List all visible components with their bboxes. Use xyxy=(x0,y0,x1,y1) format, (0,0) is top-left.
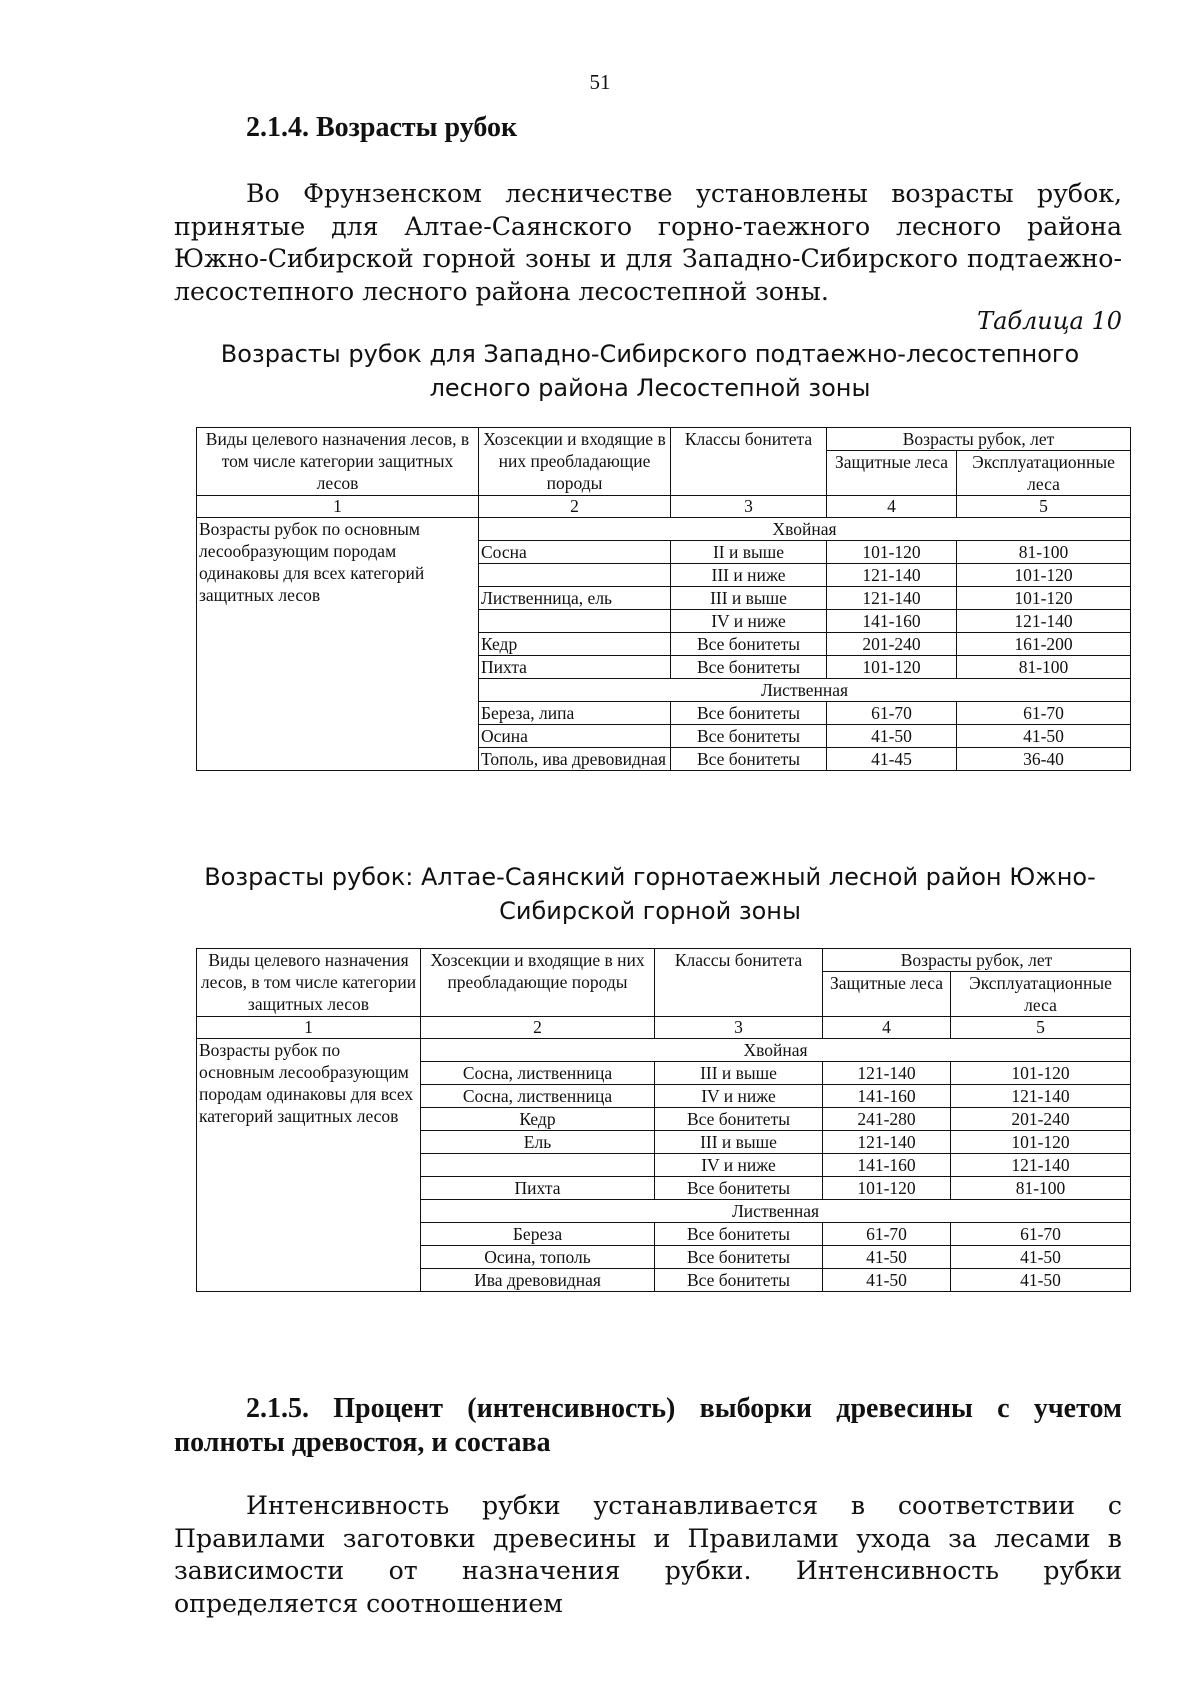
table1-header-protective: Защитные леса xyxy=(827,451,957,496)
species-cell xyxy=(479,610,671,633)
species-cell: Осина, тополь xyxy=(421,1246,655,1269)
table2-column-number: 5 xyxy=(951,1017,1131,1039)
species-cell: Ель xyxy=(421,1131,655,1154)
protective-age-cell: 121-140 xyxy=(823,1062,951,1085)
exploitation-age-cell: 41-50 xyxy=(951,1246,1131,1269)
exploitation-age-cell: 81-100 xyxy=(957,656,1131,679)
class-cell: IV и ниже xyxy=(671,610,827,633)
protective-age-cell: 41-50 xyxy=(823,1269,951,1292)
species-cell: Кедр xyxy=(421,1108,655,1131)
table1-group-conifer: Хвойная xyxy=(479,518,1131,541)
table1-column-number: 3 xyxy=(671,496,827,518)
exploitation-age-cell: 41-50 xyxy=(957,725,1131,748)
table1-header-class: Классы бонитета xyxy=(671,428,827,496)
table1-body xyxy=(197,518,1131,771)
table1-column-number: 5 xyxy=(957,496,1131,518)
table1-header-exploitation: Эксплуатационные леса xyxy=(957,451,1131,496)
table1-header-ages: Возрасты рубок, лет xyxy=(827,428,1131,451)
species-cell xyxy=(479,564,671,587)
exploitation-age-cell: 121-140 xyxy=(957,610,1131,633)
table2-column-number: 4 xyxy=(823,1017,951,1039)
species-cell: Кедр xyxy=(479,633,671,656)
protective-age-cell: 121-140 xyxy=(823,1131,951,1154)
table1-title: Возрасты рубок для Западно-Сибирского подтаежно-лесостепного лесного района Лесостепной зоны xyxy=(220,340,1080,402)
class-cell: IV и ниже xyxy=(655,1154,823,1177)
protective-age-cell: 41-50 xyxy=(827,725,957,748)
protective-age-cell: 141-160 xyxy=(823,1085,951,1108)
protective-age-cell: 141-160 xyxy=(827,610,957,633)
species-cell: Береза, липа xyxy=(479,702,671,725)
species-cell: Сосна, лиственница xyxy=(421,1085,655,1108)
table1-column-number: 1 xyxy=(197,496,479,518)
protective-age-cell: 121-140 xyxy=(827,564,957,587)
table2-column-number: 3 xyxy=(655,1017,823,1039)
table2-body xyxy=(197,1039,1131,1292)
exploitation-age-cell: 101-120 xyxy=(957,564,1131,587)
table1-column-numbers xyxy=(197,496,1131,518)
exploitation-age-cell: 101-120 xyxy=(951,1062,1131,1085)
species-cell: Ива древовидная xyxy=(421,1269,655,1292)
section-paragraph: Во Фрунзенском лесничестве установлены возрасты рубок, принятые для Алтае-Саянского горно-таежного лесного района Южно-Сибирской горной зоны и для Западно-Сибирского подтаежно-лесостепного лесного района лесостепной зоны. xyxy=(174,179,1122,306)
species-cell: Пихта xyxy=(421,1177,655,1200)
table1-column-number: 4 xyxy=(827,496,957,518)
page-number: 51 xyxy=(589,70,611,94)
protective-age-cell: 201-240 xyxy=(827,633,957,656)
species-cell: Тополь, ива древовидная xyxy=(479,748,671,771)
class-cell: Все бонитеты xyxy=(655,1177,823,1200)
species-cell: Сосна xyxy=(479,541,671,564)
section2-heading: 2.1.5. Процент (интенсивность) выборки древесины с учетом полноты древостоя, и состава xyxy=(174,1393,1122,1458)
exploitation-age-cell: 81-100 xyxy=(951,1177,1131,1200)
class-cell: Все бонитеты xyxy=(671,702,827,725)
table1-header xyxy=(197,428,1131,518)
class-cell: Все бонитеты xyxy=(671,656,827,679)
table2-column-numbers xyxy=(197,1017,1131,1039)
table2-header-protective: Защитные леса xyxy=(823,972,951,1017)
table2-header-ages: Возрасты рубок, лет xyxy=(823,949,1131,972)
class-cell: Все бонитеты xyxy=(655,1269,823,1292)
table2-header-class: Классы бонитета xyxy=(655,949,823,1017)
table2-column-number: 1 xyxy=(197,1017,421,1039)
class-cell: Все бонитеты xyxy=(671,748,827,771)
species-cell xyxy=(421,1154,655,1177)
protective-age-cell: 41-50 xyxy=(823,1246,951,1269)
exploitation-age-cell: 41-50 xyxy=(951,1269,1131,1292)
class-cell: IV и ниже xyxy=(655,1085,823,1108)
table2-header-purpose: Виды целевого назначения лесов, в том числе категории защитных лесов xyxy=(197,949,421,1017)
table2-group-conifer: Хвойная xyxy=(421,1039,1131,1062)
protective-age-cell: 121-140 xyxy=(827,587,957,610)
protective-age-cell: 101-120 xyxy=(823,1177,951,1200)
table1-header-purpose: Виды целевого назначения лесов, в том числе категории защитных лесов xyxy=(197,428,479,496)
exploitation-age-cell: 36-40 xyxy=(957,748,1131,771)
species-cell: Береза xyxy=(421,1223,655,1246)
protective-age-cell: 61-70 xyxy=(823,1223,951,1246)
exploitation-age-cell: 121-140 xyxy=(951,1154,1131,1177)
class-cell: Все бонитеты xyxy=(655,1223,823,1246)
species-cell: Лиственница, ель xyxy=(479,587,671,610)
protective-age-cell: 241-280 xyxy=(823,1108,951,1131)
table-caption: Таблица 10 xyxy=(977,307,1122,335)
exploitation-age-cell: 81-100 xyxy=(957,541,1131,564)
species-cell: Осина xyxy=(479,725,671,748)
table2-header-species: Хозсекции и входящие в них преобладающие породы xyxy=(421,949,655,1017)
exploitation-age-cell: 101-120 xyxy=(957,587,1131,610)
protective-age-cell: 101-120 xyxy=(827,541,957,564)
section2-paragraph: Интенсивность рубки устанавливается в соответствии с Правилами заготовки древесины и Правилами ухода за лесами в зависимости от назначения рубки. Интенсивность рубки определяется соотношением xyxy=(174,1491,1122,1618)
exploitation-age-cell: 61-70 xyxy=(957,702,1131,725)
table2-header xyxy=(197,949,1131,1039)
table2 xyxy=(196,948,1131,1292)
section-heading: 2.1.4. Возрасты рубок xyxy=(246,112,518,143)
class-cell: III и выше xyxy=(655,1131,823,1154)
table1-header-species: Хозсекции и входящие в них преобладающие породы xyxy=(479,428,671,496)
table2-header-exploitation: Эксплуатационные леса xyxy=(951,972,1131,1017)
table1-purpose-cell: Возрасты рубок по основным лесообразующим породам одинаковы для всех категорий защитных лесов xyxy=(197,518,479,771)
exploitation-age-cell: 61-70 xyxy=(951,1223,1131,1246)
species-cell: Пихта xyxy=(479,656,671,679)
protective-age-cell: 101-120 xyxy=(827,656,957,679)
table1 xyxy=(196,427,1131,771)
class-cell: Все бонитеты xyxy=(655,1246,823,1269)
protective-age-cell: 41-45 xyxy=(827,748,957,771)
class-cell: Все бонитеты xyxy=(655,1108,823,1131)
class-cell: Все бонитеты xyxy=(671,725,827,748)
class-cell: Все бонитеты xyxy=(671,633,827,656)
class-cell: III и ниже xyxy=(671,564,827,587)
species-cell: Сосна, лиственница xyxy=(421,1062,655,1085)
protective-age-cell: 61-70 xyxy=(827,702,957,725)
exploitation-age-cell: 121-140 xyxy=(951,1085,1131,1108)
table1-group-deciduous: Лиственная xyxy=(479,679,1131,702)
table2-purpose-cell: Возрасты рубок по основным лесообразующим породам одинаковы для всех категорий защитных лесов xyxy=(197,1039,421,1292)
class-cell: II и выше xyxy=(671,541,827,564)
protective-age-cell: 141-160 xyxy=(823,1154,951,1177)
class-cell: III и выше xyxy=(671,587,827,610)
table2-group-deciduous: Лиственная xyxy=(421,1200,1131,1223)
table2-title: Возрасты рубок: Алтае-Саянский горнотаежный лесной район Южно-Сибирской горной зоны xyxy=(204,863,1096,925)
exploitation-age-cell: 161-200 xyxy=(957,633,1131,656)
exploitation-age-cell: 101-120 xyxy=(951,1131,1131,1154)
exploitation-age-cell: 201-240 xyxy=(951,1108,1131,1131)
class-cell: III и выше xyxy=(655,1062,823,1085)
table1-column-number: 2 xyxy=(479,496,671,518)
table2-column-number: 2 xyxy=(421,1017,655,1039)
